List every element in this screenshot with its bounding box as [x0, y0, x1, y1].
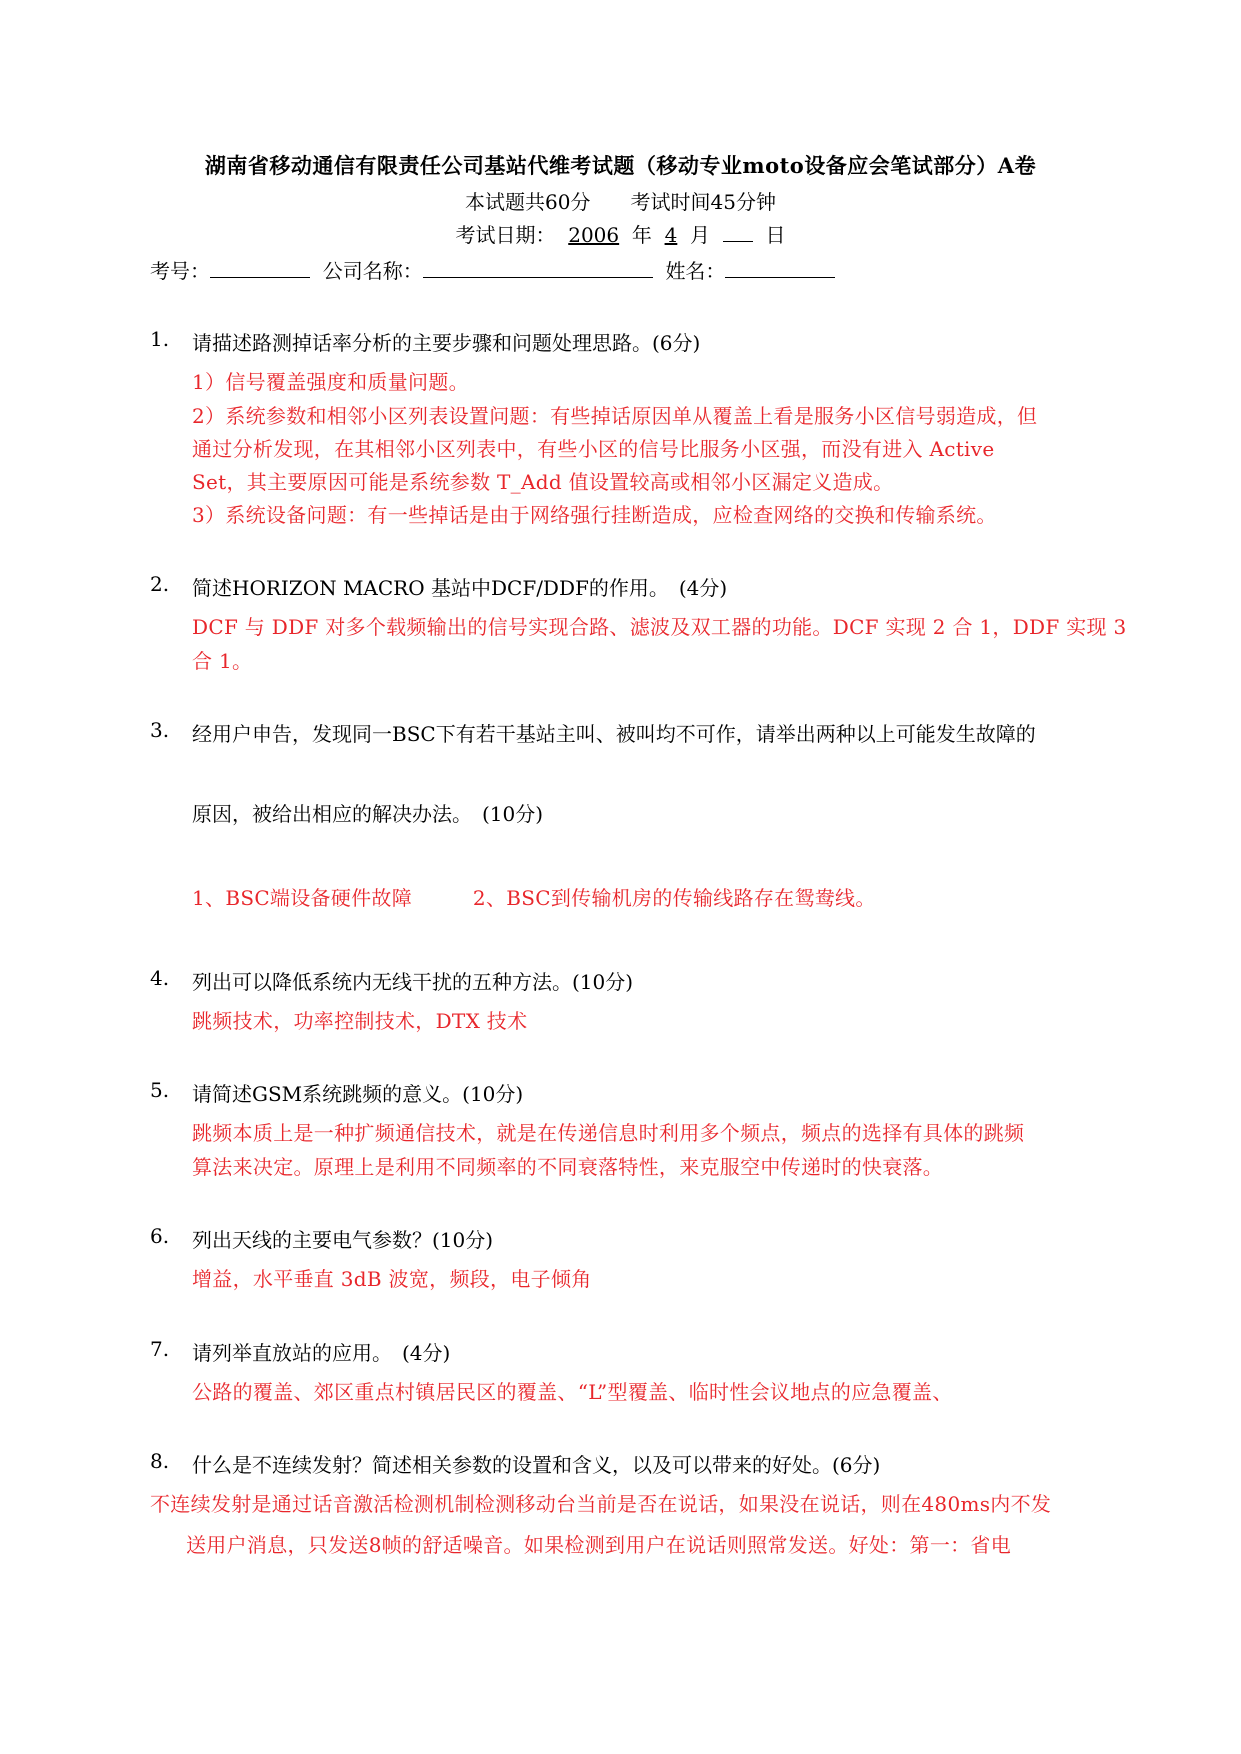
- answer-line: 1）信号覆盖强度和质量问题。: [192, 370, 469, 394]
- answer-line: 送用户消息，只发送8帧的舒适噪音。如果检测到用户在说话则照常发送。好处：第一：省电: [186, 1533, 1012, 1557]
- date-day-blank[interactable]: [723, 221, 753, 242]
- question-3-continued: 原因，被给出相应的解决办法。 (10分): [192, 802, 544, 826]
- answer-line: 合 1。: [192, 649, 253, 673]
- answer-line: 跳频本质上是一种扩频通信技术，就是在传递信息时利用多个频点，频点的选择有具体的跳频: [192, 1121, 1025, 1145]
- answer-line: DCF 与 DDF 对多个载频输出的信号实现合路、滤波及双工器的功能。DCF 实现 2 合 1，DDF 实现 3: [192, 615, 1127, 639]
- question-text: 请简述GSM系统跳频的意义。(10分): [192, 1082, 524, 1106]
- question-text: 请描述路测掉话率分析的主要步骤和问题处理思路。(6分): [192, 331, 701, 355]
- candidate-info: [150, 255, 835, 284]
- question-text: 什么是不连续发射？简述相关参数的设置和含义，以及可以带来的好处。(6分): [192, 1453, 881, 1477]
- answer-line: 2）系统参数和相邻小区列表设置问题：有些掉话原因单从覆盖上看是服务小区信号弱造成，但: [192, 404, 1038, 428]
- answer-line: 3）系统设备问题：有一些掉话是由于网络强行挂断造成，应检查网络的交换和传输系统。: [192, 503, 997, 527]
- date-year: 2006: [568, 223, 620, 247]
- answer-line: 增益，水平垂直 3dB 波宽，频段，电子倾角: [192, 1267, 592, 1291]
- answer-line: 不连续发射是通过话音激活检测机制检测移动台当前是否在说话，如果没在说话，则在480ms内不发: [150, 1492, 1052, 1516]
- question-text: 经用户申告，发现同一BSC下有若干基站主叫、被叫均不可作，请举出两种以上可能发生故障的: [192, 722, 1036, 746]
- question-text: 列出可以降低系统内无线干扰的五种方法。(10分): [192, 970, 634, 994]
- date-year-unit: 年: [631, 223, 652, 247]
- answer-line: 跳频技术，功率控制技术，DTX 技术: [192, 1009, 528, 1033]
- exam-title: 湖南省移动通信有限责任公司基站代维考试题（移动专业moto设备应会笔试部分）A卷: [204, 153, 1037, 178]
- exam-date: [0, 219, 1241, 248]
- date-label: 考试日期：: [455, 223, 556, 247]
- answer-line: 通过分析发现，在其相邻小区列表中，有些小区的信号比服务小区强，而没有进入 Active: [192, 437, 995, 461]
- score-line: 本试题共60分 考试时间45分钟: [465, 190, 776, 214]
- question-number: 6.: [150, 1224, 170, 1248]
- question-number: 5.: [150, 1078, 170, 1102]
- question-number: 7.: [150, 1337, 170, 1361]
- question-text: 列出天线的主要电气参数？(10分): [192, 1228, 494, 1252]
- date-month: 4: [664, 223, 678, 247]
- question-text: 请列举直放站的应用。 (4分): [192, 1341, 451, 1365]
- question-number: 2.: [150, 572, 170, 596]
- date-month-unit: 月: [690, 223, 711, 247]
- date-day-unit: 日: [765, 223, 786, 247]
- company-label: 公司名称：: [322, 259, 423, 283]
- answer-line: 公路的覆盖、郊区重点村镇居民区的覆盖、“L”型覆盖、临时性会议地点的应急覆盖、: [192, 1380, 953, 1404]
- question-text: 简述HORIZON MACRO 基站中DCF/DDF的作用。 (4分): [192, 576, 728, 600]
- name-blank[interactable]: [725, 257, 835, 278]
- exam-no-label: 考号：: [150, 259, 210, 283]
- answer-line: Set，其主要原因可能是系统参数 T_Add 值设置较高或相邻小区漏定义造成。: [192, 470, 894, 494]
- exam-no-blank[interactable]: [210, 257, 310, 278]
- answer-line: 算法来决定。原理上是利用不同频率的不同衰落特性，来克服空中传递时的快衰落。: [192, 1155, 944, 1179]
- name-label: 姓名：: [665, 259, 726, 283]
- question-number: 3.: [150, 718, 170, 742]
- question-number: 1.: [150, 327, 170, 351]
- company-blank[interactable]: [423, 257, 653, 278]
- question-number: 8.: [150, 1449, 170, 1473]
- question-number: 4.: [150, 966, 170, 990]
- answer-line: 1、BSC端设备硬件故障 2、BSC到传输机房的传输线路存在鸳鸯线。: [192, 886, 876, 910]
